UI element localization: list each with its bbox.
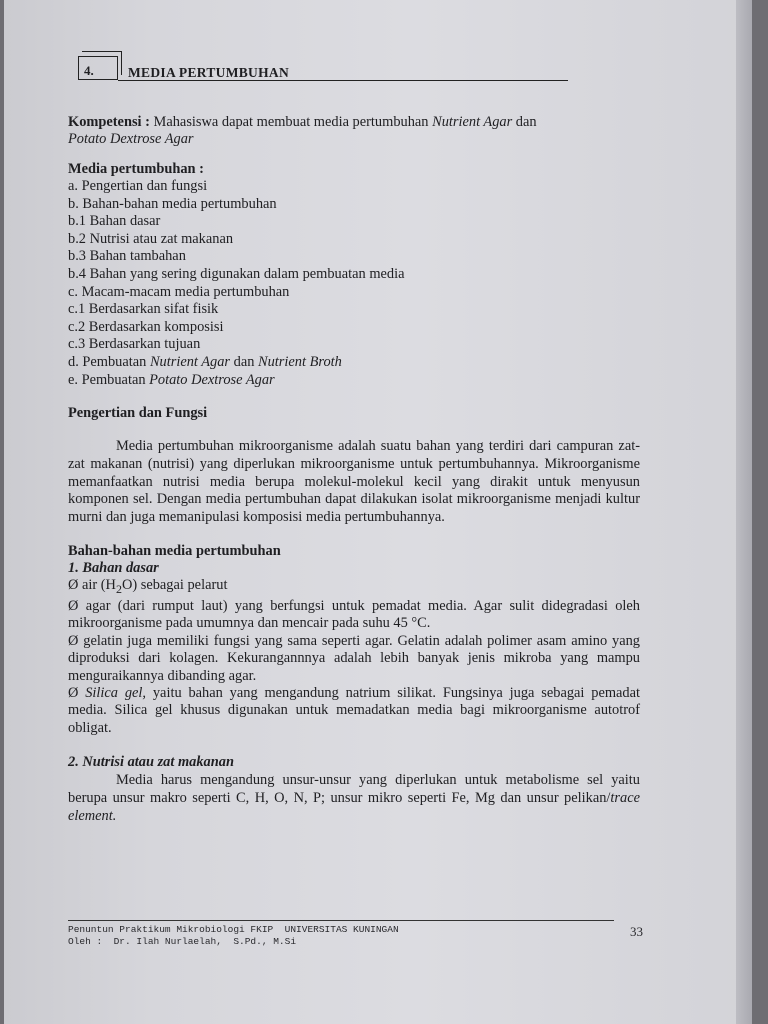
chapter-number: 4. <box>84 63 94 78</box>
chapter-title: MEDIA PERTUMBUHAN <box>128 65 290 80</box>
air-text-pre: Ø air (H <box>68 576 116 593</box>
kompetensi-statement <box>68 114 640 148</box>
topic-e-prefix: e. Pembuatan <box>68 371 150 388</box>
topic-d-nutrient-broth: Nutrient Broth <box>258 353 342 370</box>
footer-rule <box>68 920 614 921</box>
kompetensi-dan: dan <box>512 114 537 130</box>
topic-item: c.2 Berdasarkan komposisi <box>68 318 224 335</box>
topic-item: c.1 Berdasarkan sifat fisik <box>68 301 219 318</box>
topic-item: c.3 Berdasarkan tujuan <box>68 336 201 353</box>
topic-item: b.2 Nutrisi atau zat makanan <box>68 230 234 247</box>
pengertian-text: Media pertumbuhan mikroorganisme adalah suatu bahan yang terdiri dari campuran zat-zat makanan (nutrisi) yang diperlukan mikroorganisme untuk pertumbuhannya. Mikroorganisme memanfaatkan nutrisi media berupa molekul-molekul kecil yang dirakit untuk menyusun komponen sel. Dengan media pertumbuhan dapat dilakukan isolat mikroorganisme menjadi kultur murni dan juga memanipulasi komposisi media pertumbuhannya. <box>68 438 640 525</box>
kompetensi-label: Kompetensi : <box>68 114 150 130</box>
air-text-post: O) sebagai pelarut <box>121 576 228 593</box>
bahan-dasar-list <box>68 577 640 738</box>
nutrisi-paragraph <box>68 771 640 825</box>
chapter-header <box>68 50 640 84</box>
bahan-item-silica <box>68 685 640 737</box>
topic-item: b.3 Bahan tambahan <box>68 248 186 265</box>
media-pertumbuhan-heading: Media pertumbuhan : <box>68 161 204 177</box>
subheading-nutrisi: 2. Nutrisi atau zat makanan <box>68 754 234 771</box>
kompetensi-nutrient-agar: Nutrient Agar <box>432 114 513 130</box>
topic-item: b.4 Bahan yang sering digunakan dalam pembuatan media <box>68 265 405 282</box>
bahan-item-agar: Ø agar (dari rumput laut) yang berfungsi untuk pemadat media. Agar sulit didegradasi oleh mikroorganisme pada umumnya dan mencair pada suhu 45 °C. <box>68 597 640 632</box>
pengertian-paragraph <box>68 438 640 527</box>
topic-e-potato-dextrose-agar: Potato Dextrose Agar <box>149 371 275 388</box>
silica-text: yaitu bahan yang mengandung natrium silikat. Fungsinya juga sebagai pemadat media. Silica gel khusus digunakan untuk memadatkan media bagi mikroorganisme autotrof obligat. <box>68 684 640 736</box>
topic-item-d <box>68 354 640 372</box>
page-content <box>68 50 640 825</box>
topic-item: a. Pengertian dan fungsi <box>68 178 208 194</box>
topic-d-dan: dan <box>230 353 259 370</box>
section-heading-bahan: Bahan-bahan media pertumbuhan <box>68 542 281 559</box>
topic-list <box>68 178 640 389</box>
topic-item: b.1 Bahan dasar <box>68 213 161 230</box>
page-number: 33 <box>630 924 643 939</box>
footer-author: Oleh : Dr. Ilah Nurlaelah, S.Pd., M.Si <box>68 936 297 947</box>
bahan-item-air <box>68 577 640 598</box>
silica-bullet: Ø <box>68 684 86 701</box>
kompetensi-text: Mahasiswa dapat membuat media pertumbuhan <box>149 114 433 130</box>
section-heading-pengertian: Pengertian dan Fungsi <box>68 405 208 422</box>
bahan-item-gelatin: Ø gelatin juga memiliki fungsi yang sama seperti agar. Gelatin adalah polimer asam amino yang diproduksi dari kolagen. Kekurangannnya adalah lebih banyak jenis mikroba yang mampu menguraikannya dibanding agar. <box>68 632 640 684</box>
document-page <box>4 0 752 1024</box>
topic-item-e <box>68 372 640 390</box>
topic-d-prefix: d. Pembuatan <box>68 353 150 370</box>
topic-item: c. Macam-macam media pertumbuhan <box>68 283 290 300</box>
footer-course-title: Penuntun Praktikum Mikrobiologi FKIP UNIVERSITAS KUNINGAN <box>68 924 399 935</box>
nutrisi-trace-element: trace element. <box>68 790 640 825</box>
topic-d-nutrient-agar: Nutrient Agar <box>149 353 231 370</box>
nutrisi-text: Media harus mengandung unsur-unsur yang diperlukan untuk metabolisme sel yaitu berupa unsur makro seperti C, H, O, N, P; unsur mikro seperti Fe, Mg dan unsur pelikan/ <box>68 772 640 807</box>
topic-item: b. Bahan-bahan media pertumbuhan <box>68 195 277 212</box>
silica-gel-term: Silica gel, <box>85 684 147 701</box>
subheading-bahan-dasar: 1. Bahan dasar <box>68 559 159 576</box>
air-subscript: 2 <box>115 581 122 596</box>
chapter-underline <box>118 80 568 81</box>
kompetensi-potato-dextrose-agar: Potato Dextrose Agar <box>68 131 194 147</box>
page-edge <box>736 0 752 1024</box>
